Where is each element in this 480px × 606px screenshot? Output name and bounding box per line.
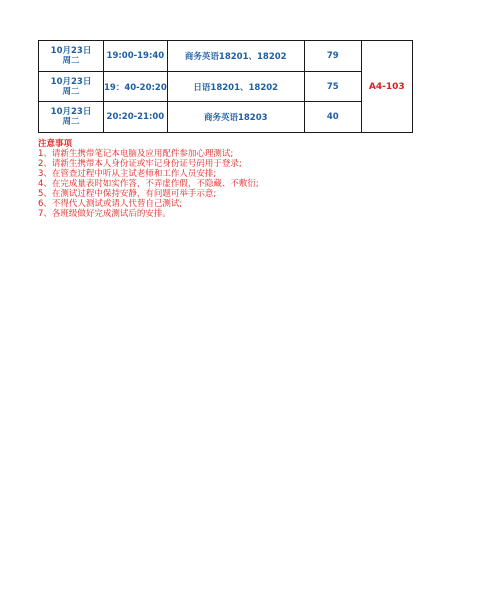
date-text: 10月23日 [50, 46, 92, 56]
note-item: 5、在测试过程中保持安静，有问题可举手示意; [38, 189, 217, 199]
weekday-text: 周二 [62, 117, 80, 127]
count-cell: 75 [304, 72, 361, 102]
note-item: 6、不得代人测试或请人代替自己测试; [38, 199, 183, 209]
course-cell: 日语18201、18202 [167, 72, 304, 102]
weekday-text: 周二 [62, 56, 80, 66]
course-cell: 商务英语18201、18202 [167, 41, 304, 72]
time-cell: 19:00-19:40 [104, 41, 168, 72]
time-cell: 20:20-21:00 [104, 102, 168, 133]
weekday-text: 周二 [62, 86, 80, 97]
exam-schedule-table [38, 40, 413, 133]
time-cell: 19：40-20:20 [104, 72, 168, 102]
date-cell [39, 102, 104, 133]
date-text: 10月23日 [50, 107, 92, 117]
count-cell: 79 [304, 41, 361, 72]
date-cell [39, 41, 104, 72]
note-item: 7、各班级做好完成测试后的安排。 [38, 209, 171, 219]
notes-section [38, 139, 259, 219]
table-row [39, 41, 413, 72]
note-item: 4、在完成量表时如实作答，不弄虚作假，不隐藏、不敷衍; [38, 179, 259, 189]
table-row [39, 102, 413, 133]
note-item: 3、在管查过程中听从主试老师和工作人员安排; [38, 169, 217, 179]
date-text: 10月23日 [50, 76, 92, 87]
course-cell: 商务英语18203 [167, 102, 304, 133]
note-item: 1、请新生携带笔记本电脑及应用配件参加心理测试; [38, 149, 234, 159]
table-row [39, 72, 413, 102]
notes-title: 注意事项 [38, 139, 73, 149]
date-cell [39, 72, 104, 102]
count-cell: 40 [304, 102, 361, 133]
note-item: 2、请新生携带本人身份证或牢记身份证号码用于登录; [38, 159, 242, 169]
room-cell: A4-103 [361, 41, 412, 133]
